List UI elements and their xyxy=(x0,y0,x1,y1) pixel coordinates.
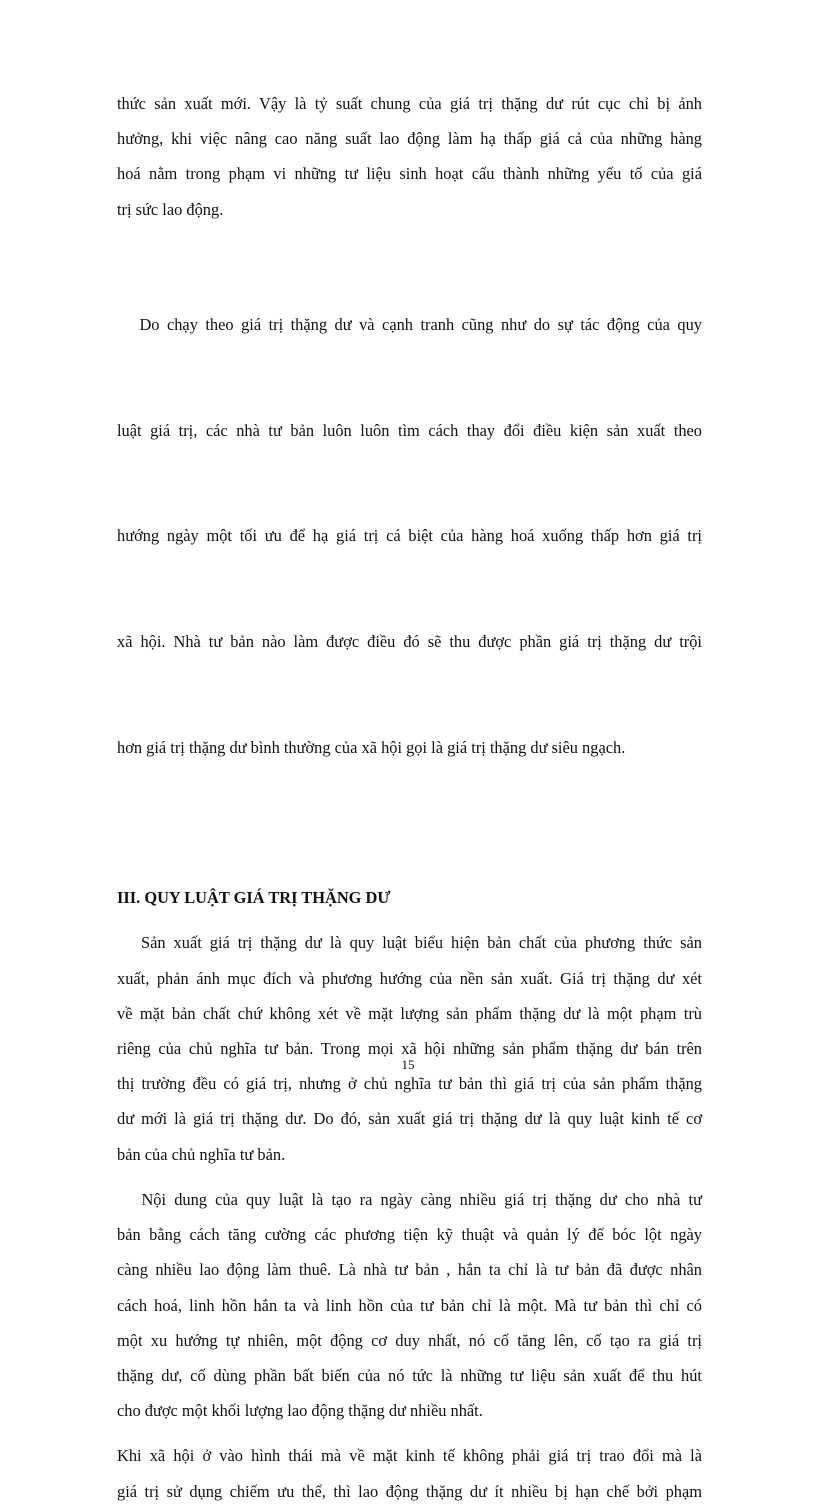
text-line: một xu hướng tự nhiên, một động cơ duy nhất, nó cố tăng lên, cố tạo ra giá trị xyxy=(117,1330,702,1350)
text-line: hưởng, khi việc nâng cao năng suất lao động làm hạ thấp giá cả của những hàng xyxy=(117,129,702,149)
text-line: giá trị sử dụng chiếm ưu thế, thì lao động thặng dư ít nhiều bị hạn chế bởi phạm xyxy=(117,1481,702,1501)
text-line: thức sản xuất mới. Vậy là tỷ suất chung của giá trị thặng dư rút cục chỉ bị ảnh xyxy=(117,94,702,113)
text-line: càng nhiều lao động làm thuê. Là nhà tư bản , hắn ta chỉ là tư bản đã được nhân xyxy=(117,1260,702,1280)
text-line: trị sức lao động. xyxy=(117,199,224,219)
paragraph-1 xyxy=(117,86,702,227)
section-heading: III. QUY LUẬT GIÁ TRỊ THẶNG DƯ xyxy=(117,888,391,908)
text-line: Khi xã hội ở vào hình thái mà về mặt kinh tế không phải giá trị trao đổi mà là xyxy=(117,1446,702,1466)
text-line: cho được một khối lượng lao động thặng dư nhiều nhất. xyxy=(117,1401,483,1421)
text-line: thặng dư, cố dùng phần bất biến của nó tức là những tư liệu sản xuất để thu hút xyxy=(117,1365,702,1385)
paragraph-4 xyxy=(117,1182,702,1428)
text-line: bản bằng cách tăng cường các phương tiện kỹ thuật và quản lý để bóc lột ngày xyxy=(117,1225,702,1245)
text-line: hoá nằm trong phạm vi những tư liệu sinh hoạt cấu thành những yếu tố của giá xyxy=(117,164,702,184)
text-line: về mặt bản chất chứ không xét về mặt lượng sản phẩm thặng dư là một phạm trù xyxy=(117,1003,702,1023)
text-line: thị trường đều có giá trị, nhưng ở chủ nghĩa tư bản thì giá trị của sản phẩm thặng xyxy=(117,1074,702,1094)
text-line: riêng của chủ nghĩa tư bản. Trong mọi xã hội những sản phẩm thặng dư bán trên xyxy=(117,1039,702,1059)
page-body xyxy=(117,86,702,1509)
paragraph-2 xyxy=(117,237,702,835)
text-line: Nội dung của quy luật là tạo ra ngày càng nhiều giá trị thặng dư cho nhà tư xyxy=(117,1189,702,1209)
text-line: bản của chủ nghĩa tư bản. xyxy=(117,1144,286,1164)
paragraph-3 xyxy=(117,925,702,1171)
text-line: hơn giá trị thặng dư bình thường của xã hội gọi là giá trị thặng dư siêu ngạch. xyxy=(117,737,626,757)
text-line: dư mới là giá trị thặng dư. Do đó, sản xuất giá trị thặng dư là quy luật kinh tế cơ xyxy=(117,1109,702,1129)
text-line: cách hoá, linh hồn hắn ta và linh hồn của tư bản chỉ là một. Mà tư bản thì chỉ có xyxy=(117,1295,702,1315)
text-line: xã hội. Nhà tư bản nào làm được điều đó sẽ thu được phần giá trị thặng dư trội xyxy=(117,632,702,652)
text-line: hướng ngày một tối ưu để hạ giá trị cá biệt của hàng hoá xuống thấp hơn giá trị xyxy=(117,526,702,546)
text-line: xuất, phản ánh mục đích và phương hướng của nền sản xuất. Giá trị thặng dư xét xyxy=(117,968,702,988)
text-line: Do chạy theo giá trị thặng dư và cạnh tranh cũng như do sự tác động của quy xyxy=(117,315,702,335)
paragraph-5 xyxy=(117,1438,702,1508)
page-number: 15 xyxy=(401,1057,415,1072)
text-line: luật giá trị, các nhà tư bản luôn luôn tìm cách thay đổi điều kiện sản xuất theo xyxy=(117,420,702,440)
text-line: Sản xuất giá trị thặng dư là quy luật biểu hiện bản chất của phương thức sản xyxy=(117,933,702,953)
